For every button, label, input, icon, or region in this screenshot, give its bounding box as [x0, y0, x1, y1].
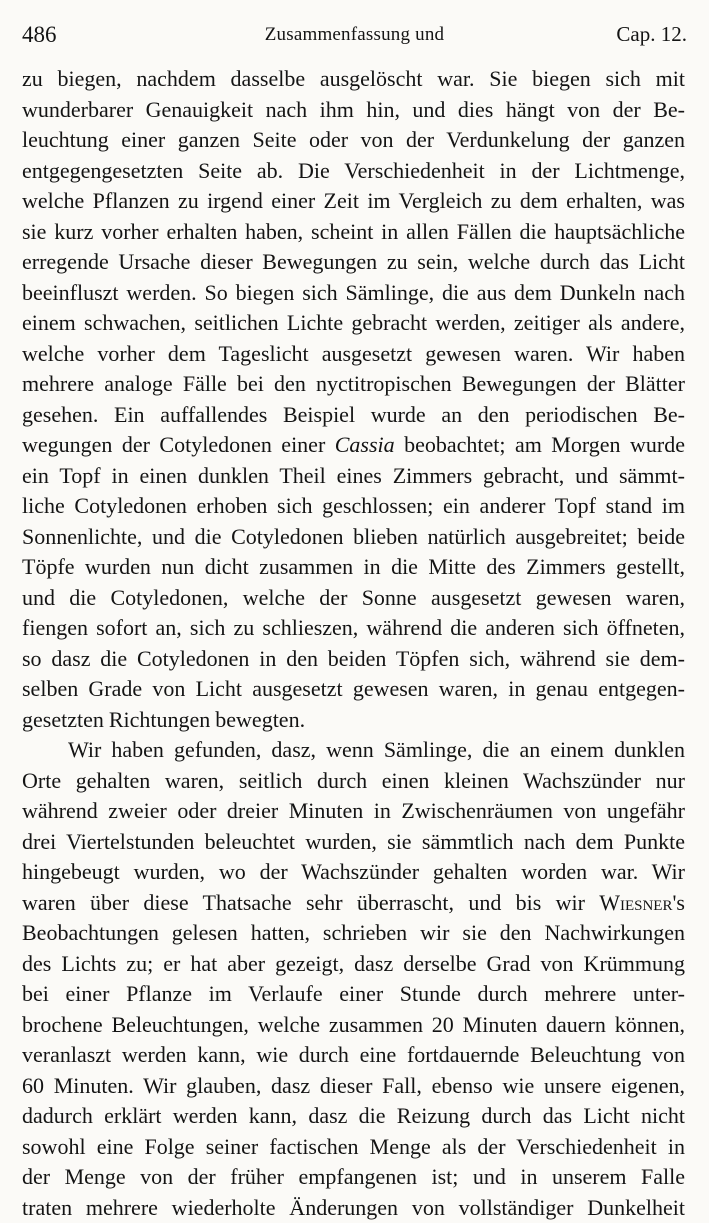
text-line: liche Cotyledonen erhoben sich geschlossen; ein anderer Topf stand im [22, 491, 685, 522]
text-line: erregende Ursache dieser Bewegungen zu sein, welche durch das Licht [22, 247, 685, 278]
text-line: beeinfluszt werden. So biegen sich Sämlinge, die aus dem Dunkeln nach [22, 278, 685, 309]
italic-term-cassia: Cassia [335, 432, 395, 457]
page-number: 486 [22, 22, 57, 48]
text-line: selben Grade von Licht ausgesetzt gewesen waren, in genau entgegen- [22, 674, 685, 705]
text-line: dadurch erklärt werden kann, dasz die Reizung durch das Licht nicht [22, 1101, 685, 1132]
text-line: bei einer Pflanze im Verlaufe einer Stunde durch mehrere unter- [22, 979, 685, 1010]
page-header [22, 22, 687, 52]
text-line: Sonnenlichte, und die Cotyledonen blieben natürlich ausgebreitet; beide [22, 522, 685, 553]
text-line: sowohl eine Folge seiner factischen Menge als der Verschiedenheit in [22, 1132, 685, 1163]
text-line: und die Cotyledonen, welche der Sonne ausgesetzt gewesen waren, [22, 583, 685, 614]
text-line: des Lichts zu; er hat aber gezeigt, dasz derselbe Grad von Krümmung [22, 949, 685, 980]
text-line: leuchtung einer ganzen Seite oder von der Verdunkelung der ganzen [22, 125, 685, 156]
text-line-cassia [22, 430, 685, 461]
text-line: traten mehrere wiederholte Änderungen von vollständiger Dunkelheit [22, 1193, 685, 1223]
text-line: Wir haben gefunden, dasz, wenn Sämlinge, die an einem dunklen [22, 735, 685, 766]
body-text [22, 64, 685, 1223]
text-line: Beobachtungen gelesen hatten, schrieben wir sie den Nachwirkungen [22, 918, 685, 949]
text-line: gesetzten Richtungen bewegten. [22, 705, 685, 736]
text-line: drei Viertelstunden beleuchtet wurden, sie sämmtlich nach dem Punkte [22, 827, 685, 858]
text-line: gesehen. Ein auffallendes Beispiel wurde an den periodischen Be- [22, 400, 685, 431]
text-line-wiesner [22, 888, 685, 919]
text-run: 's [672, 890, 685, 915]
text-line: während zweier oder dreier Minuten in Zwischenräumen von ungefähr [22, 796, 685, 827]
chapter-label: Cap. 12. [616, 22, 687, 47]
text-line: fiengen sofort an, sich zu schlieszen, während die anderen sich öffneten, [22, 613, 685, 644]
text-line: wunderbarer Genauigkeit nach ihm hin, und dies hängt von der Be- [22, 95, 685, 126]
text-run: waren über diese Thatsache sehr überrascht, und bis wir [22, 890, 599, 915]
text-line: der Menge von der früher empfangenen ist; und in unserem Falle [22, 1162, 685, 1193]
text-line: zu biegen, nachdem dasselbe ausgelöscht war. Sie biegen sich mit [22, 64, 685, 95]
text-run: beobachtet; am Morgen wurde [395, 432, 685, 457]
text-line: so dasz die Cotyledonen in den beiden Töpfen sich, während sie dem- [22, 644, 685, 675]
text-line: mehrere analoge Fälle bei den nyctitropischen Bewegungen der Blätter [22, 369, 685, 400]
text-line: Orte gehalten waren, seitlich durch einen kleinen Wachszünder nur [22, 766, 685, 797]
text-line: Töpfe wurden nun dicht zusammen in die Mitte des Zimmers gestellt, [22, 552, 685, 583]
running-title: Zusammenfassung und [22, 24, 687, 46]
text-run: wegungen der Cotyledonen einer [22, 432, 335, 457]
text-line: einem schwachen, seitlichen Lichte gebracht werden, zeitiger als andere, [22, 308, 685, 339]
text-line: entgegengesetzten Seite ab. Die Verschiedenheit in der Lichtmenge, [22, 156, 685, 187]
text-line: ein Topf in einen dunklen Theil eines Zimmers gebracht, und sämmt- [22, 461, 685, 492]
text-line: sie kurz vorher erhalten haben, scheint in allen Fällen die hauptsächliche [22, 217, 685, 248]
text-line: welche vorher dem Tageslicht ausgesetzt gewesen waren. Wir haben [22, 339, 685, 370]
text-line: veranlaszt werden kann, wie durch eine fortdauernde Beleuchtung von [22, 1040, 685, 1071]
text-line: 60 Minuten. Wir glauben, dasz dieser Fall, ebenso wie unsere eigenen, [22, 1071, 685, 1102]
text-line: brochene Beleuchtungen, welche zusammen 20 Minuten dauern können, [22, 1010, 685, 1041]
author-name-wiesner: Wiesner [599, 890, 672, 915]
paragraph-1 [22, 64, 685, 735]
paragraph-2 [22, 735, 685, 1223]
text-line: welche Pflanzen zu irgend einer Zeit im Vergleich zu dem erhalten, was [22, 186, 685, 217]
text-line: hingebeugt wurden, wo der Wachszünder gehalten worden war. Wir [22, 857, 685, 888]
